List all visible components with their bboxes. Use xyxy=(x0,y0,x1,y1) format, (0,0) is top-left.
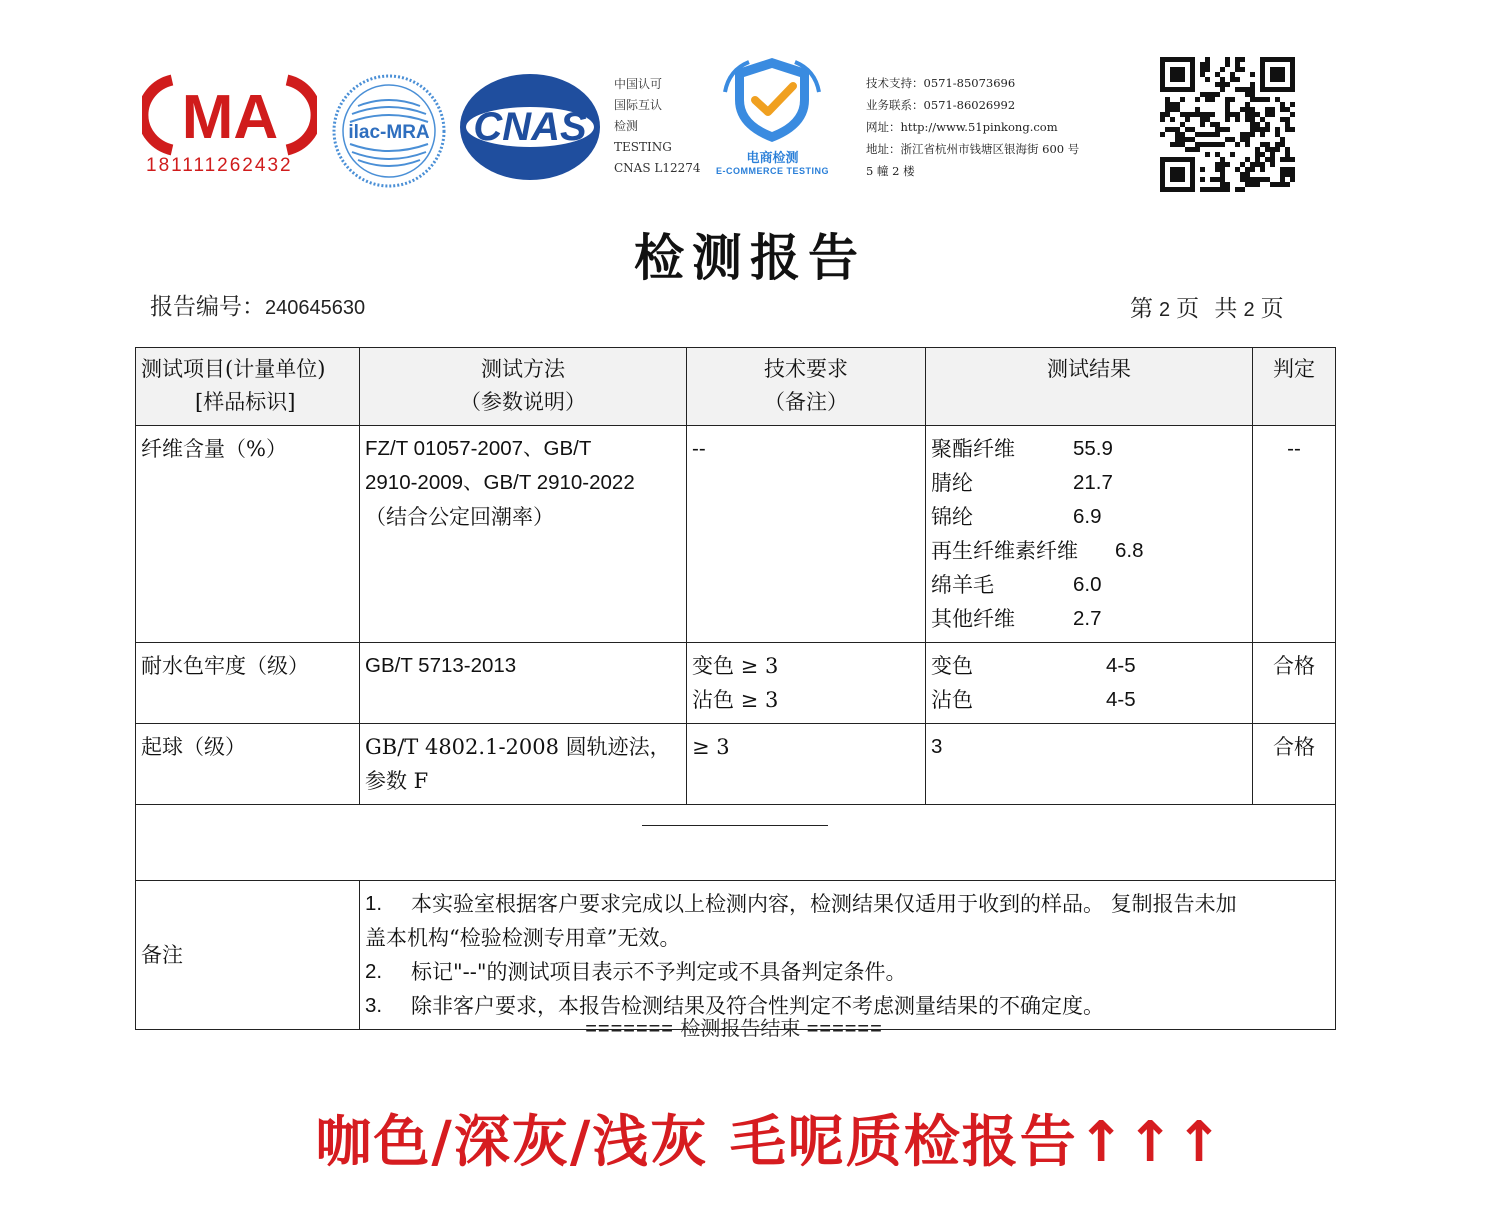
note-text: 标记"--"的测试项目表示不予判定或不具备判定条件。 xyxy=(411,960,907,984)
header-line: 判定 xyxy=(1273,357,1315,381)
note-item-continued: 盖本机构“检验检测专用章”无效。 xyxy=(365,926,681,950)
method-line: （结合公定回潮率） xyxy=(365,505,554,529)
ilac-logo-text: ilac-MRA xyxy=(348,122,430,143)
result-line xyxy=(931,683,1247,717)
cma-logo xyxy=(142,72,317,182)
report-number-label: 报告编号： xyxy=(150,294,265,320)
fiber-item: 纤维含量（%） xyxy=(136,426,360,643)
report-end-marker xyxy=(0,1012,1468,1041)
page-title: 检测报告 xyxy=(634,228,866,287)
page-total: 2 xyxy=(1243,299,1255,321)
method-line: 2910-2009、GB/T 2910-2022 xyxy=(365,471,635,494)
cnas-logo xyxy=(458,72,603,182)
result-label: 绵羊毛 xyxy=(931,573,994,597)
page-current: 2 xyxy=(1159,299,1171,321)
note-text: 除非客户要求，本报告检测结果及符合性判定不考虑测量结果的不确定度。 xyxy=(411,994,1104,1018)
table-row-fiber xyxy=(136,426,1336,643)
header-line: （参数说明） xyxy=(460,390,586,414)
end-marker-text: 检测报告结束 xyxy=(680,1016,801,1040)
table-row-notes xyxy=(136,881,1336,1030)
cma-mark-icon xyxy=(142,72,317,157)
note-index: 3. xyxy=(365,994,383,1017)
pilling-verdict: 合格 xyxy=(1253,724,1336,805)
result-line xyxy=(931,534,1247,568)
col-header-result xyxy=(926,348,1253,426)
result-value: 6.0 xyxy=(1073,573,1102,596)
result-line xyxy=(931,568,1247,602)
report-number xyxy=(150,288,365,321)
result-label: 沾色 xyxy=(931,688,973,712)
end-marker-left: ======= xyxy=(585,1018,674,1040)
fiber-method xyxy=(360,426,687,643)
note-index: 2. xyxy=(365,960,383,983)
result-label: 再生纤维素纤维 xyxy=(931,539,1078,563)
result-value: 21.7 xyxy=(1073,471,1113,494)
water-method: GB/T 5713-2013 xyxy=(360,643,687,724)
result-line xyxy=(931,649,1247,683)
contact-line: 地址：浙江省杭州市钱塘区银海街 600 号 xyxy=(866,142,1080,156)
col-header-verdict xyxy=(1253,348,1336,426)
result-label: 变色 xyxy=(931,654,973,678)
result-value: 2.7 xyxy=(1073,607,1102,630)
contact-info xyxy=(866,72,1136,182)
result-label: 锦纶 xyxy=(931,505,973,529)
separator-cell xyxy=(136,805,1336,881)
col-header-requirement xyxy=(687,348,926,426)
cnas-desc-line: 中国认可 xyxy=(614,77,663,91)
page-indicator xyxy=(1130,290,1284,323)
result-line xyxy=(931,432,1247,466)
cma-code: 181111262432 xyxy=(146,155,293,176)
shield-check-icon xyxy=(705,52,840,147)
header-line: [样品标识] xyxy=(195,390,296,414)
contact-line: 5 幢 2 楼 xyxy=(866,164,915,178)
contact-line: 网址：http://www.51pinkong.com xyxy=(866,120,1058,134)
result-line xyxy=(931,500,1247,534)
report-number-value: 240645630 xyxy=(265,297,366,319)
water-verdict: 合格 xyxy=(1253,643,1336,724)
requirement-line: 变色 ≥ 3 xyxy=(692,654,779,678)
fiber-requirement: -- xyxy=(687,426,926,643)
header-line: 技术要求 xyxy=(764,357,848,381)
table-header-row xyxy=(136,348,1336,426)
cnas-logo-text: CNAS xyxy=(473,105,587,149)
result-label: 聚酯纤维 xyxy=(931,437,1015,461)
product-caption: 咖色/深灰/浅灰 毛呢质检报告↑↑↑ xyxy=(315,1110,1225,1175)
water-results xyxy=(926,643,1253,724)
note-text: 本实验室根据客户要求完成以上检测内容，检测结果仅适用于收到的样品。 复制报告未加 xyxy=(411,892,1237,916)
qr-code-icon[interactable] xyxy=(1160,57,1295,192)
result-line xyxy=(931,602,1247,636)
notes-content xyxy=(360,881,1336,1030)
cnas-desc-line: CNAS L12274 xyxy=(614,161,701,175)
table-row-water-fastness xyxy=(136,643,1336,724)
water-requirement xyxy=(687,643,926,724)
result-label: 其他纤维 xyxy=(931,607,1015,631)
cma-logo-text: MA xyxy=(181,83,279,152)
contact-line: 业务联系：0571-86026992 xyxy=(866,98,1016,112)
page-mid: 页 共 xyxy=(1176,296,1238,322)
method-line: 参数 F xyxy=(365,769,429,793)
method-line: GB/T 4802.1-2008 圆轨迹法， xyxy=(365,735,671,759)
method-line: FZ/T 01057-2007、GB/T xyxy=(365,437,592,460)
result-value: 55.9 xyxy=(1073,437,1113,460)
result-value: 6.9 xyxy=(1073,505,1102,528)
end-marker-right: ====== xyxy=(806,1018,883,1040)
cnas-desc-line: 检测 xyxy=(614,119,639,133)
table-row-separator xyxy=(136,805,1336,881)
test-results-table xyxy=(135,347,1336,1030)
note-item xyxy=(365,887,1330,921)
separator-line xyxy=(642,825,828,826)
cnas-desc-line: TESTING xyxy=(614,140,672,154)
fiber-verdict: -- xyxy=(1253,426,1336,643)
pilling-item: 起球（级） xyxy=(136,724,360,805)
pilling-requirement: ≥ 3 xyxy=(687,724,926,805)
water-item: 耐水色牢度（级） xyxy=(136,643,360,724)
ecom-en-label: E-COMMERCE TESTING xyxy=(715,166,829,176)
page-suffix: 页 xyxy=(1260,296,1284,322)
result-value: 4-5 xyxy=(1106,688,1136,711)
note-item xyxy=(365,955,1330,989)
header-logos xyxy=(0,0,1500,200)
result-value: 4-5 xyxy=(1106,654,1136,677)
requirement-line: 沾色 ≥ 3 xyxy=(692,688,779,712)
header-line: （备注） xyxy=(764,390,848,414)
table-row-pilling xyxy=(136,724,1336,805)
pilling-result: 3 xyxy=(926,724,1253,805)
pilling-method xyxy=(360,724,687,805)
cnas-desc-line: 国际互认 xyxy=(614,98,663,112)
ilac-mra-logo xyxy=(330,72,448,190)
cnas-description xyxy=(614,74,714,179)
result-line xyxy=(931,466,1247,500)
header-line: 测试项目(计量单位) xyxy=(141,357,326,381)
ecom-cn-label: 电商检测 xyxy=(746,151,799,166)
result-value: 6.8 xyxy=(1115,539,1144,562)
result-label: 腈纶 xyxy=(931,471,973,495)
col-header-method xyxy=(360,348,687,426)
ecommerce-testing-logo xyxy=(705,52,840,182)
contact-line: 技术支持：0571-85073696 xyxy=(866,76,1016,90)
page-prefix: 第 xyxy=(1130,296,1153,322)
header-line: 测试方法 xyxy=(481,357,565,381)
col-header-item xyxy=(136,348,360,426)
notes-label: 备注 xyxy=(136,881,360,1030)
fiber-results xyxy=(926,426,1253,643)
header-line: 测试结果 xyxy=(1047,357,1131,381)
note-index: 1. xyxy=(365,892,383,915)
